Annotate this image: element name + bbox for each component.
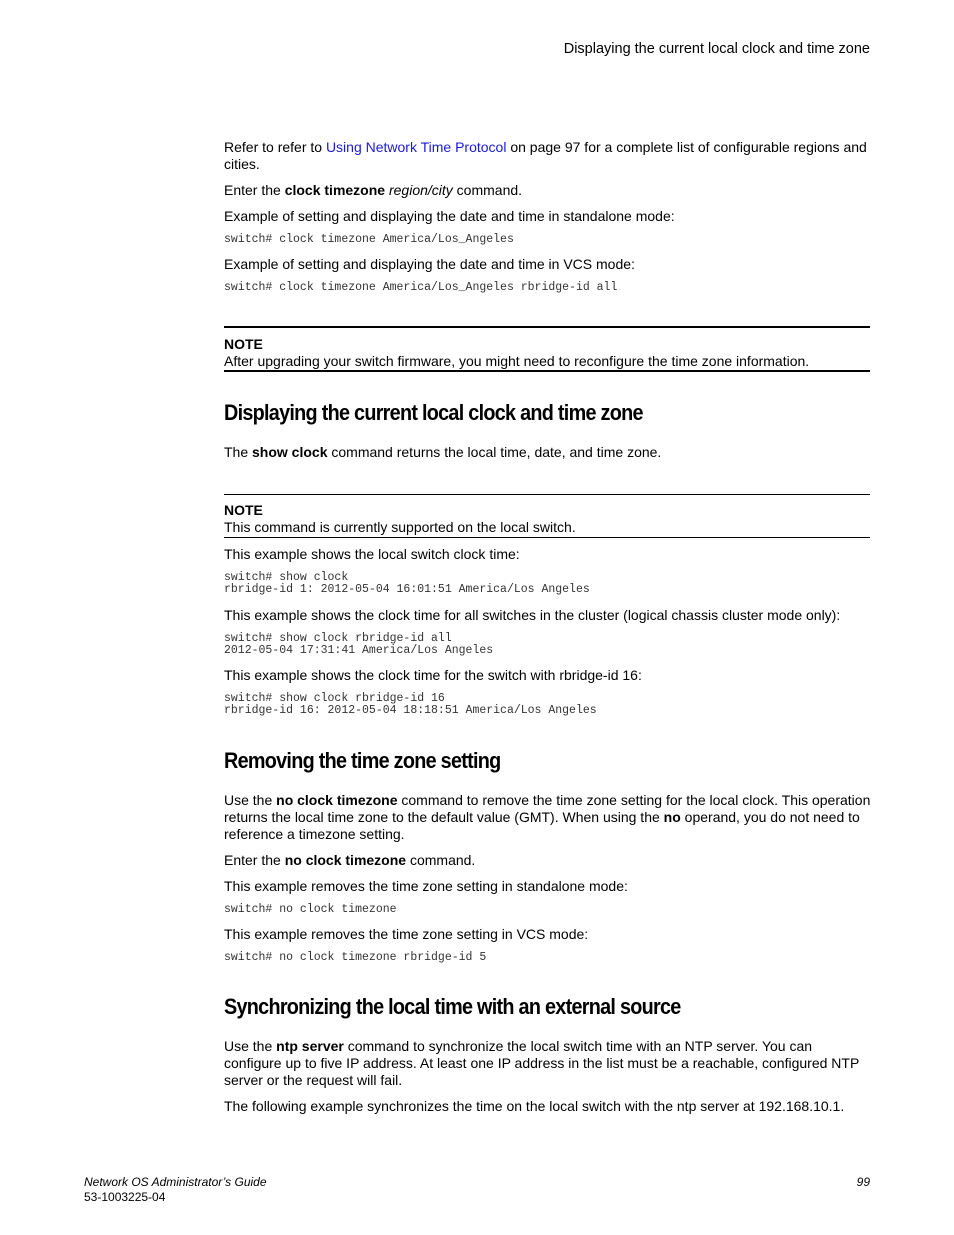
section-paragraph (224, 792, 872, 843)
text: command. (406, 852, 476, 868)
text: command to synchronize the local switch time with an NTP server. You can configure up to five IP address. At least one IP address in the list must be a reachable, configured NTP server or the request will fail. (224, 1038, 860, 1088)
text: Use the (224, 792, 277, 808)
code-line: switch# show clock rbridge-id 16 (224, 692, 445, 705)
command-name: ntp server (276, 1038, 344, 1054)
running-header: Displaying the current local clock and time zone (563, 41, 870, 57)
text: command. (452, 182, 523, 198)
code-example: switch# clock timezone America/Los_Angeles rbridge-id all (224, 281, 618, 294)
code-line: switch# show clock rbridge-id all (224, 632, 452, 645)
footer-doc-number: 53-1003225-04 (84, 1190, 166, 1204)
text: command returns the local time, date, and time zone. (327, 444, 662, 460)
section-paragraph (224, 444, 872, 461)
text: command to remove the time zone setting for the local clock. This operation returns the local time zone to the default value (GMT). When using the (224, 792, 871, 825)
section-paragraph: This example shows the local switch clock time: (224, 546, 520, 562)
code-example (224, 633, 493, 657)
text: The (224, 444, 253, 460)
code-example: switch# clock timezone America/Los_Angeles (224, 233, 514, 246)
code-example: switch# no clock timezone (224, 903, 397, 916)
footer-title: Network OS Administrator’s Guide (84, 1175, 267, 1189)
code-example: switch# no clock timezone rbridge-id 5 (224, 951, 487, 964)
text: Use the (224, 1038, 277, 1054)
intro-paragraph-enter-command (224, 182, 872, 199)
text: operand, you do not need to reference a timezone setting. (224, 809, 860, 842)
text: Refer to refer to (224, 139, 326, 155)
command-argument: region/city (388, 182, 453, 198)
command-name: no clock timezone (284, 852, 407, 868)
section-heading: Displaying the current local clock and time zone (224, 400, 643, 425)
command-name: show clock (252, 444, 328, 460)
section-paragraph (224, 1038, 872, 1089)
operand-name: no (663, 809, 681, 825)
text: Enter the (224, 182, 285, 198)
note-bottom-rule (224, 370, 870, 372)
note-label: NOTE (224, 502, 263, 518)
intro-paragraph-vcs: Example of setting and displaying the date and time in VCS mode: (224, 256, 635, 272)
section-paragraph: This example removes the time zone setting in standalone mode: (224, 878, 628, 894)
note-text: This command is currently supported on the local switch. (224, 519, 576, 535)
note-label: NOTE (224, 336, 263, 352)
intro-paragraph-reference (224, 139, 872, 173)
command-name: no clock timezone (276, 792, 398, 808)
page-number: 99 (856, 1175, 870, 1189)
note-bottom-rule (224, 537, 870, 538)
section-paragraph: The following example synchronizes the time on the local switch with the ntp server at 192.168.10.1. (224, 1098, 845, 1114)
note-text: After upgrading your switch firmware, you might need to reconfigure the time zone information. (224, 353, 810, 369)
code-line: switch# show clock (224, 571, 349, 584)
note-top-rule (224, 494, 870, 495)
code-line: 2012-05-04 17:31:41 America/Los Angeles (224, 644, 494, 657)
code-line: rbridge-id 16: 2012-05-04 18:18:51 America/Los Angeles (224, 704, 597, 717)
section-heading: Synchronizing the local time with an external source (224, 994, 681, 1019)
section-heading: Removing the time zone setting (224, 748, 501, 773)
footer (84, 1175, 267, 1205)
text: on page 97 for a complete list of configurable regions and cities. (224, 139, 867, 172)
section-paragraph (224, 852, 872, 869)
code-line: rbridge-id 1: 2012-05-04 16:01:51 America/Los Angeles (224, 583, 590, 596)
section-paragraph: This example shows the clock time for the switch with rbridge-id 16: (224, 667, 642, 683)
code-example (224, 693, 597, 717)
note-top-rule (224, 326, 870, 328)
command-name: clock timezone (284, 182, 386, 198)
code-example (224, 572, 590, 596)
section-paragraph: This example shows the clock time for all switches in the cluster (logical chassis cluster mode only): (224, 607, 841, 623)
text: Enter the (224, 852, 285, 868)
intro-paragraph-standalone: Example of setting and displaying the date and time in standalone mode: (224, 208, 675, 224)
section-paragraph: This example removes the time zone setting in VCS mode: (224, 926, 589, 942)
link-using-network-time-protocol[interactable]: Using Network Time Protocol (325, 139, 507, 155)
